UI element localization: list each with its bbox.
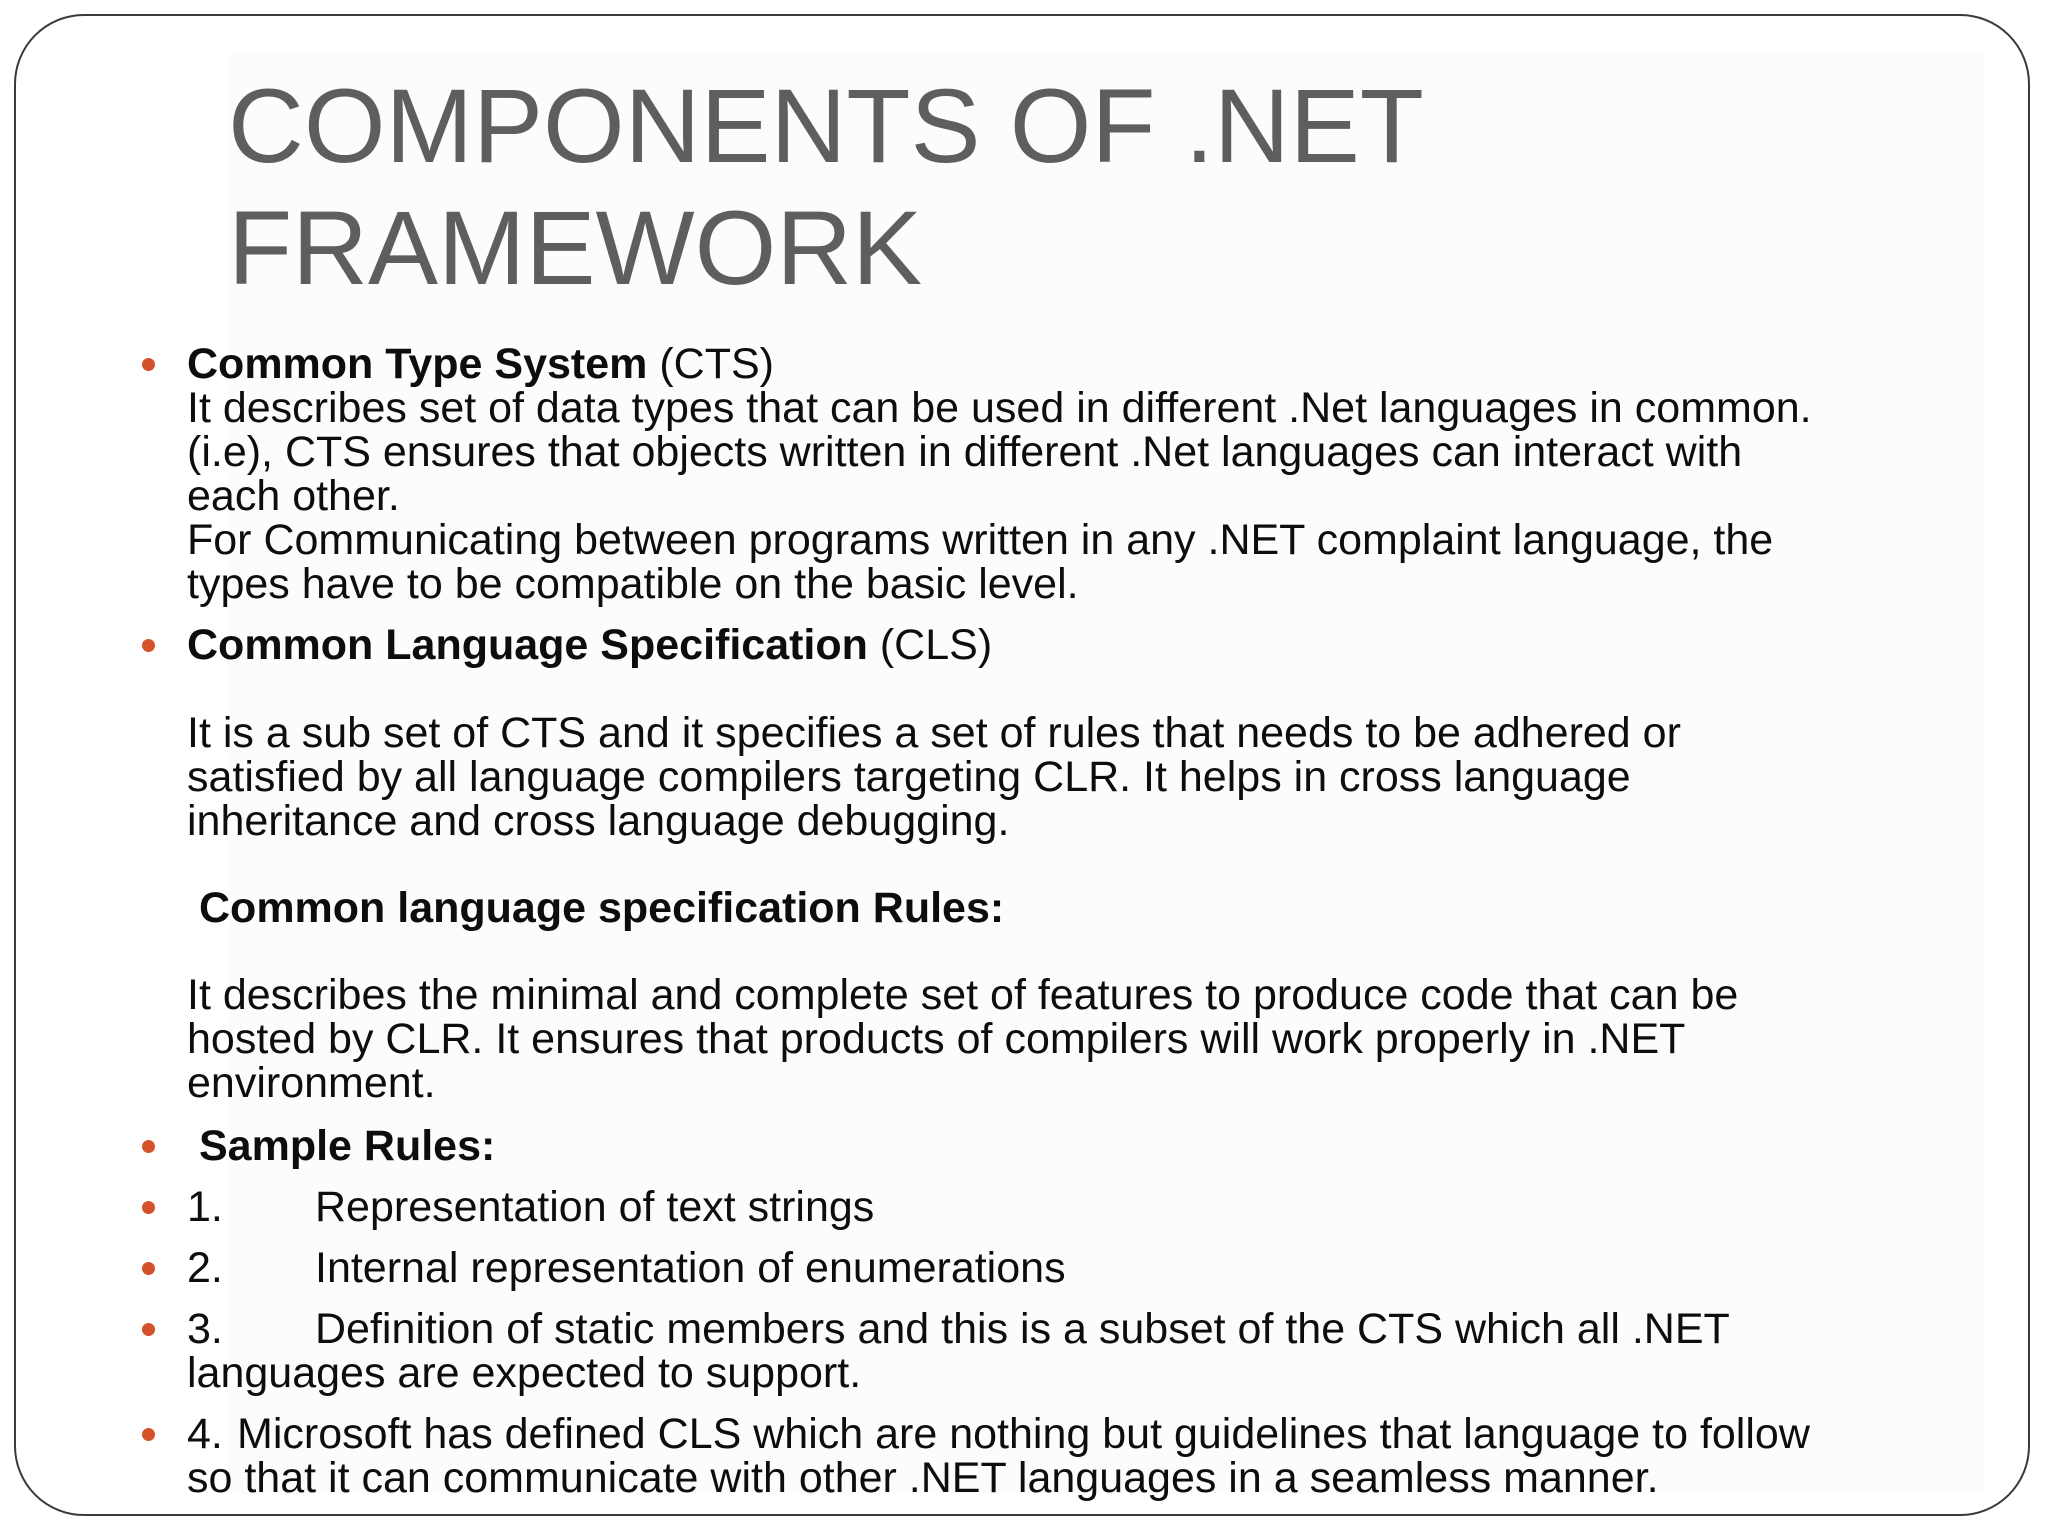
rule-line — [187, 1412, 1967, 1456]
bullet-dot-icon — [142, 1201, 155, 1214]
rule-text: Representation of text strings — [315, 1183, 875, 1231]
slide — [14, 14, 2030, 1516]
cls-rules-description — [187, 973, 1967, 1105]
bullet-dot-icon — [142, 639, 155, 652]
slide-body — [16, 16, 2028, 1514]
cts-text-line: (i.e), CTS ensures that objects written in different .Net languages can interact with — [187, 428, 1743, 476]
cls-heading-line — [187, 623, 1967, 667]
rule-line — [187, 1185, 1967, 1229]
bullet-dot-icon — [142, 1323, 155, 1336]
bullet-item-sample-rules — [187, 1124, 1967, 1168]
cls-rules-heading-block — [199, 886, 1979, 930]
cls-desc-line: inheritance and cross language debugging. — [187, 797, 1010, 845]
rule-number: 3. — [187, 1305, 223, 1353]
bullet-item-cls — [187, 623, 1967, 667]
rule-continuation: languages are expected to support. — [187, 1349, 862, 1397]
rule-text: Definition of static members and this is a subset of the CTS which all .NET — [315, 1305, 1730, 1353]
title-line-2: FRAMEWORK — [228, 190, 923, 307]
rule-item — [187, 1185, 1967, 1229]
bullet-item-cts — [187, 342, 1967, 606]
rule-continuation: so that it can communicate with other .NET languages in a seamless manner. — [187, 1454, 1659, 1502]
cts-heading-line — [187, 342, 1967, 386]
cls-rules-desc-line: hosted by CLR. It ensures that products of compilers will work properly in .NET — [187, 1015, 1686, 1063]
cls-description — [187, 711, 1967, 843]
cls-heading: Common Language Specification — [187, 621, 868, 669]
cts-abbr: (CTS) — [647, 340, 774, 388]
rule-item — [187, 1307, 1967, 1395]
rule-item — [187, 1412, 1967, 1500]
cls-rules-heading: Common language specification Rules: — [199, 884, 1005, 932]
cts-text-line: types have to be compatible on the basic level. — [187, 560, 1079, 608]
cts-heading: Common Type System — [187, 340, 648, 388]
cls-abbr: (CLS) — [867, 621, 993, 669]
rule-line — [187, 1246, 1967, 1290]
bullet-dot-icon — [142, 1140, 155, 1153]
cls-desc-line: It is a sub set of CTS and it specifies a set of rules that needs to be adhered or — [187, 709, 1681, 757]
bullet-dot-icon — [142, 358, 155, 371]
rule-number: 2. — [187, 1244, 223, 1292]
bullet-dot-icon — [142, 1262, 155, 1275]
bullet-dot-icon — [142, 1428, 155, 1441]
cts-text-line: each other. — [187, 472, 400, 520]
cts-text-line: It describes set of data types that can be used in different .Net languages in common. — [187, 384, 1812, 432]
cls-rules-desc-line: environment. — [187, 1059, 436, 1107]
title-line-1: COMPONENTS OF .NET — [228, 68, 1424, 185]
rule-item — [187, 1246, 1967, 1290]
sample-rules-heading: Sample Rules: — [199, 1122, 496, 1170]
rule-number: 4. — [187, 1410, 223, 1458]
rule-number: 1. — [187, 1183, 223, 1231]
cts-text-line: For Communicating between programs written in any .NET complaint language, the — [187, 516, 1774, 564]
rule-line — [187, 1307, 1967, 1351]
cls-rules-desc-line: It describes the minimal and complete set of features to produce code that can be — [187, 971, 1739, 1019]
cls-desc-line: satisfied by all language compilers targeting CLR. It helps in cross language — [187, 753, 1631, 801]
rule-text: Microsoft has defined CLS which are nothing but guidelines that language to follow — [237, 1410, 1810, 1458]
rule-text: Internal representation of enumerations — [315, 1244, 1066, 1292]
